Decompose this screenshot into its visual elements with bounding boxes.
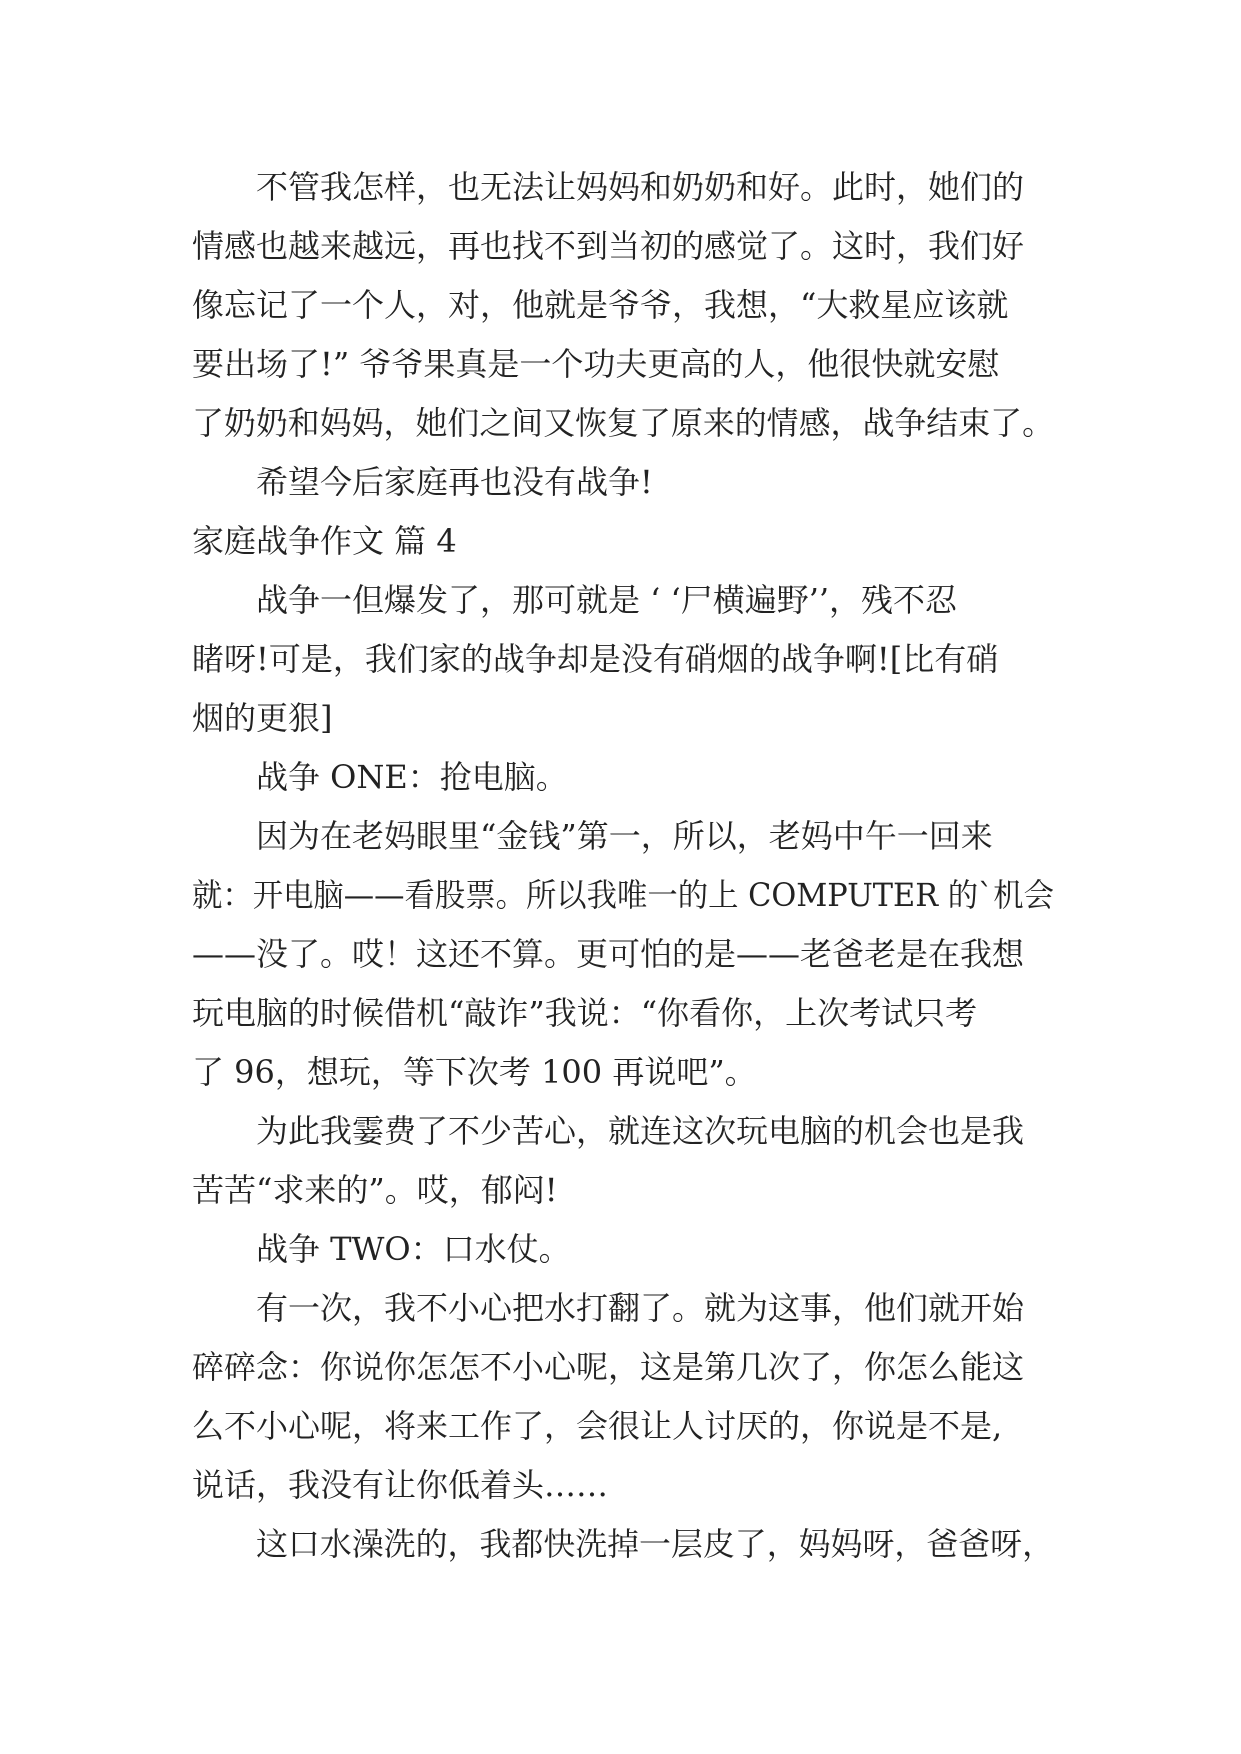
text-line: 就：开电脑——看股票。所以我唯一的上 COMPUTER 的`机会 bbox=[192, 876, 1054, 914]
text-line: 说话，我没有让你低着头…… bbox=[192, 1466, 609, 1504]
section-heading: 家庭战争作文 篇 4 bbox=[192, 522, 457, 560]
text-line: 希望今后家庭再也没有战争! bbox=[256, 463, 653, 501]
text-line: 么不小心呢，将来工作了，会很让人讨厌的，你说是不是, bbox=[192, 1407, 1003, 1445]
text-line: 战争 TWO：口水仗。 bbox=[256, 1230, 571, 1268]
document-body bbox=[192, 158, 1054, 1574]
text-line: ——没了。哎！这还不算。更可怕的是——老爸老是在我想 bbox=[192, 935, 1025, 973]
text-line: 像忘记了一个人，对，他就是爷爷，我想，“大救星应该就 bbox=[192, 286, 1009, 324]
text-line: 为此我霎费了不少苦心，就连这次玩电脑的机会也是我 bbox=[256, 1112, 1025, 1150]
text-line: 这口水澡洗的，我都快洗掉一层皮了，妈妈呀，爸爸呀， bbox=[256, 1525, 1055, 1563]
text-line: 战争一但爆发了，那可就是 ‘ ‘尸横遍野’’，残不忍 bbox=[256, 581, 958, 619]
text-line: 玩电脑的时候借机“敲诈”我说：“你看你，上次考试只考 bbox=[192, 994, 978, 1032]
text-line: 烟的更狠] bbox=[192, 699, 333, 737]
text-line: 碎碎念：你说你怎怎不小心呢，这是第几次了，你怎么能这 bbox=[192, 1348, 1025, 1386]
text-line: 了 96，想玩，等下次考 100 再说吧”。 bbox=[192, 1053, 757, 1091]
text-line: 要出场了!” 爷爷果真是一个功夫更高的人，他很快就安慰 bbox=[192, 345, 1000, 383]
text-line: 有一次，我不小心把水打翻了。就为这事，他们就开始 bbox=[256, 1289, 1025, 1327]
text-line: 因为在老妈眼里“金钱”第一，所以，老妈中午一回来 bbox=[256, 817, 993, 855]
text-line: 不管我怎样，也无法让妈妈和奶奶和好。此时，她们的 bbox=[256, 168, 1025, 206]
text-line: 了奶奶和妈妈，她们之间又恢复了原来的情感，战争结束了。 bbox=[192, 404, 1055, 442]
text-line: 睹呀!可是，我们家的战争却是没有硝烟的战争啊![比有硝 bbox=[192, 640, 999, 678]
text-line: 战争 ONE：抢电脑。 bbox=[256, 758, 568, 796]
text-line: 苦苦“求来的”。哎，郁闷! bbox=[192, 1171, 558, 1209]
text-line: 情感也越来越远，再也找不到当初的感觉了。这时，我们好 bbox=[192, 227, 1025, 265]
